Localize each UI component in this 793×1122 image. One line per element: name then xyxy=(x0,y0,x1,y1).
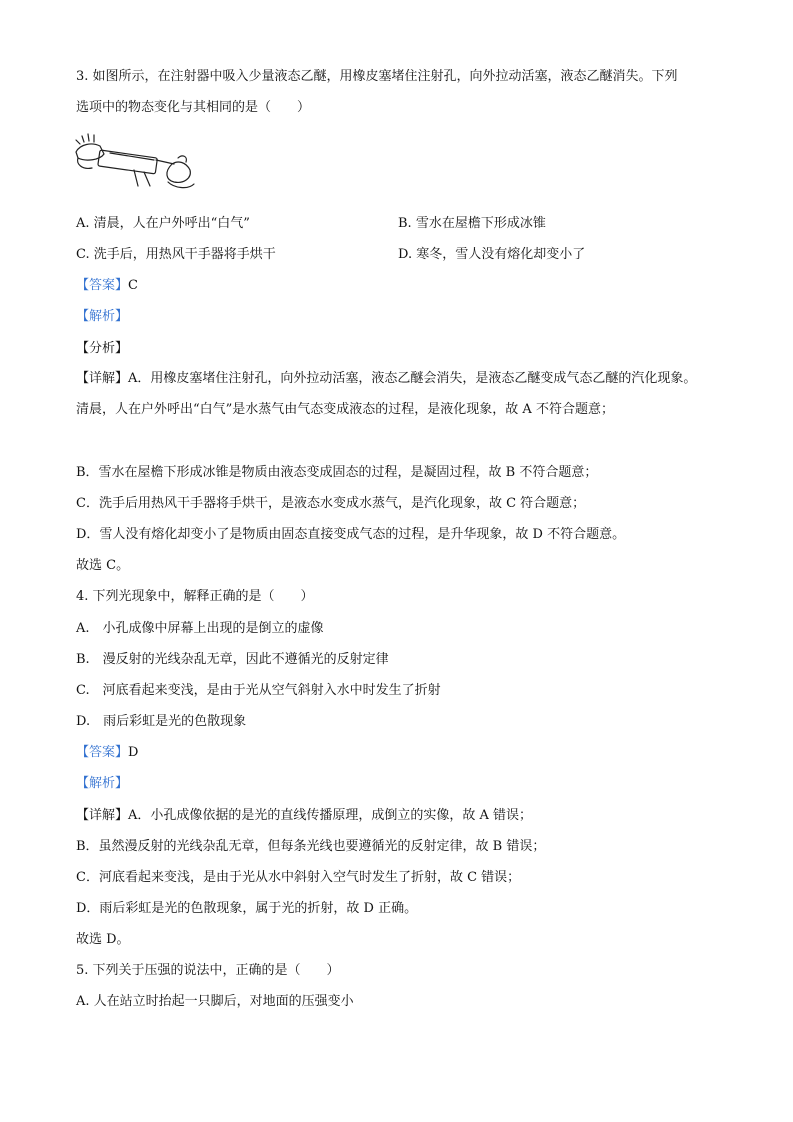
q3-detail-d: D．雪人没有熔化却变小了是物质由固态直接变成气态的过程，是升华现象，故 D 不符合题意。 xyxy=(76,527,626,542)
q4-detail-a xyxy=(76,807,532,825)
q3-conclusion: 故选 C。 xyxy=(76,558,130,573)
q3-option-d: D. 寒冬，雪人没有熔化却变小了 xyxy=(398,247,586,262)
q3-answer xyxy=(76,277,138,295)
q3-stem-line2: 选项中的物态变化与其相同的是（ ） xyxy=(76,100,311,115)
q4-detail-a-text: A．小孔成像依据的是光的直线传播原理，成倒立的实像，故 A 错误； xyxy=(128,808,533,823)
q4-answer xyxy=(76,744,138,762)
q3-detail-c: C．洗手后用热风干手器将手烘干，是液态水变成水蒸气，是汽化现象，故 C 符合题意； xyxy=(76,496,586,511)
q3-answer-value: C xyxy=(128,278,138,293)
q3-detail-tag: 【详解】 xyxy=(76,371,129,386)
q4-option-b: B. 漫反射的光线杂乱无章，因此不遵循光的反射定律 xyxy=(76,652,389,667)
q4-stem: 4. 下列光现象中，解释正确的是（ ） xyxy=(76,589,314,604)
q4-option-c: C. 河底看起来变浅，是由于光从空气斜射入水中时发生了折射 xyxy=(76,683,441,698)
q4-detail-c: C．河底看起来变浅，是由于光从水中斜射入空气时发生了折射，故 C 错误； xyxy=(76,870,521,885)
q3-option-c: C. 洗手后，用热风干手器将手烘干 xyxy=(76,247,276,262)
q4-conclusion: 故选 D。 xyxy=(76,932,130,947)
q3-fenxi-tag: 【分析】 xyxy=(76,341,129,356)
q3-answer-tag: 【答案】 xyxy=(76,278,129,293)
q4-answer-tag: 【答案】 xyxy=(76,745,129,760)
syringe-figure xyxy=(74,130,198,192)
q4-option-a: A. 小孔成像中屏幕上出现的是倒立的虚像 xyxy=(76,621,324,636)
q4-option-d: D. 雨后彩虹是光的色散现象 xyxy=(76,714,247,729)
q3-option-b: B. 雪水在屋檐下形成冰锥 xyxy=(398,216,546,231)
q3-option-a: A. 清晨，人在户外呼出“白气” xyxy=(76,216,250,231)
q3-detail-line2: 清晨，人在户外呼出“白气”是水蒸气由气态变成液态的过程，是液化现象，故 A 不符合题意； xyxy=(76,402,614,417)
q3-detail-b: B．雪水在屋檐下形成冰锥是物质由液态变成固态的过程，是凝固过程，故 B 不符合题意； xyxy=(76,465,598,480)
q3-stem-line1: 3. 如图所示，在注射器中吸入少量液态乙醚，用橡皮塞堵住注射孔，向外拉动活塞，液态乙醚消失。下列 xyxy=(76,69,678,84)
q3-detail-text1: A．用橡皮塞堵住注射孔，向外拉动活塞，液态乙醚会消失，是液态乙醚变成气态乙醚的汽化现象。 xyxy=(128,371,697,386)
q4-detail-b: B．虽然漫反射的光线杂乱无章，但每条光线也要遵循光的反射定律，故 B 错误； xyxy=(76,839,546,854)
q3-detail-line1 xyxy=(76,370,696,388)
q5-stem: 5. 下列关于压强的说法中，正确的是（ ） xyxy=(76,963,340,978)
q3-analysis-tag: 【解析】 xyxy=(76,309,129,324)
q4-detail-tag: 【详解】 xyxy=(76,808,129,823)
q4-detail-d: D．雨后彩虹是光的色散现象，属于光的折射，故 D 正确。 xyxy=(76,901,418,916)
q4-analysis-tag: 【解析】 xyxy=(76,776,129,791)
q4-answer-value: D xyxy=(128,745,139,760)
q5-option-a: A. 人在站立时抬起一只脚后，对地面的压强变小 xyxy=(76,994,354,1009)
